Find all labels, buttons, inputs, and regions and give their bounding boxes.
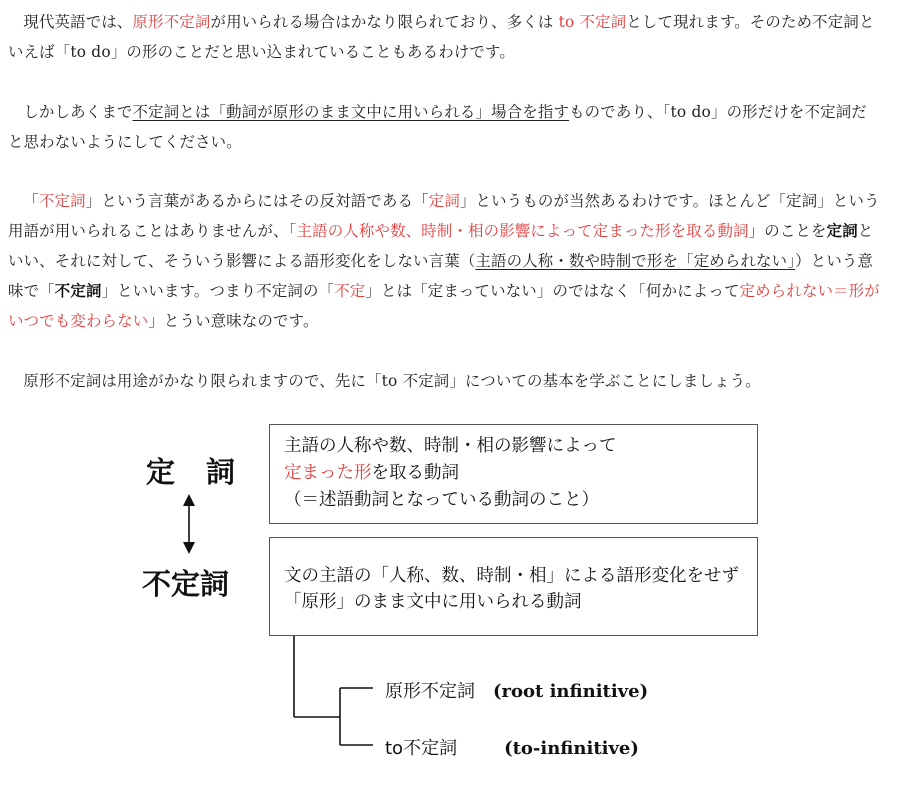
box2-line-1: 文の主語の「人称、数、時制・相」による語形変化をせず [284,566,739,586]
arrow-head-up [183,494,195,506]
paragraph-4 [8,366,882,396]
branch-to-en: (to-infinitive) [504,738,639,759]
box1-line-2 [284,460,743,487]
text-run: 原形不定詞は用途がかなり限られますので、先に「to 不定詞」についての基本を学ぶことにしましょう。 [23,372,761,390]
futeishi-definition-box [269,537,758,636]
branch-to-jp: to不定詞 [385,738,458,759]
paragraph-2 [8,97,882,157]
term-teishi: 定詞 [428,192,460,210]
label-teishi [146,450,236,491]
term-futei: 不定 [334,282,366,300]
branch-root-jp: 原形不定詞 [385,681,475,702]
label-teishi-char-1: 定 [146,455,177,489]
box1-line-3: （＝述語動詞となっている動詞のこと） [284,490,599,510]
arrow-head-down [183,542,195,554]
teishi-definition: 主語の人称や数、時制・相の影響によって定まった形を取る動詞 [296,222,749,240]
box1-highlight: 定まった形 [284,463,372,483]
text-run: ）という意味で「 [8,252,874,300]
box1-line-1: 主語の人称や数、時制・相の影響によって [284,436,617,456]
box1-line-2-rest: を取る動詞 [371,463,459,483]
branch-root-infinitive [385,677,648,703]
text-run: 」とは「定まっていない」のではなく「何かによって [365,282,740,300]
text-run: 」といいます。つまり不定詞の「 [101,282,335,300]
term-root-infinitive: 原形不定詞 [132,13,211,31]
text-run: 」という言葉があるからにはその反対語である「 [85,192,429,210]
text-run: 現代英語では、 [23,13,133,31]
bold-term-teishi: 定詞 [826,222,858,240]
branch-root-en: (root infinitive) [493,681,649,702]
meaning-explanation: 定められない＝形がいつでも変わらない [8,282,880,330]
text-run: が用いられる場合はかなり限られており、多くは [210,13,559,31]
underlined-definition: 不定詞とは「動詞が原形のまま文中に用いられる」場合を指す [132,103,570,121]
paragraph-3 [8,186,882,336]
text-run: 」のことを [748,222,827,240]
label-futeishi: 不定詞 [142,567,230,601]
teishi-futeishi-diagram [0,410,917,790]
term-to-infinitive: to 不定詞 [558,13,627,31]
text-run: しかしあくまで [23,103,133,121]
term-futeishi: 不定詞 [38,192,86,210]
paragraph-1 [8,7,882,67]
underlined-explanation: 主語の人称・数や時制で形を「定められない」 [475,252,796,270]
text-run: として現れます。そのため不定詞といえば「to do」の形のことだと思い込まれていることもあるわけです。 [8,13,875,61]
text-run: 」というものが当然あるわけです。ほとんど「定詞」という用語が用いられることはありませんが、「 [8,192,880,240]
box2-line-2: 「原形」のまま文中に用いられる動詞 [284,592,582,612]
text-run: ものであり、「to do」の形だけを不定詞だと思わないようにしてください。 [8,103,867,151]
text-run: 「 [23,192,39,210]
text-run: といい、それに対して、そういう影響による語形変化をしない言葉（ [8,222,874,270]
bold-term-futeishi: 不定詞 [54,282,102,300]
label-teishi-char-2: 詞 [206,455,237,489]
branch-to-infinitive [385,734,639,760]
text-run: 」とうい意味なのです。 [148,312,319,330]
teishi-definition-box [269,424,758,524]
